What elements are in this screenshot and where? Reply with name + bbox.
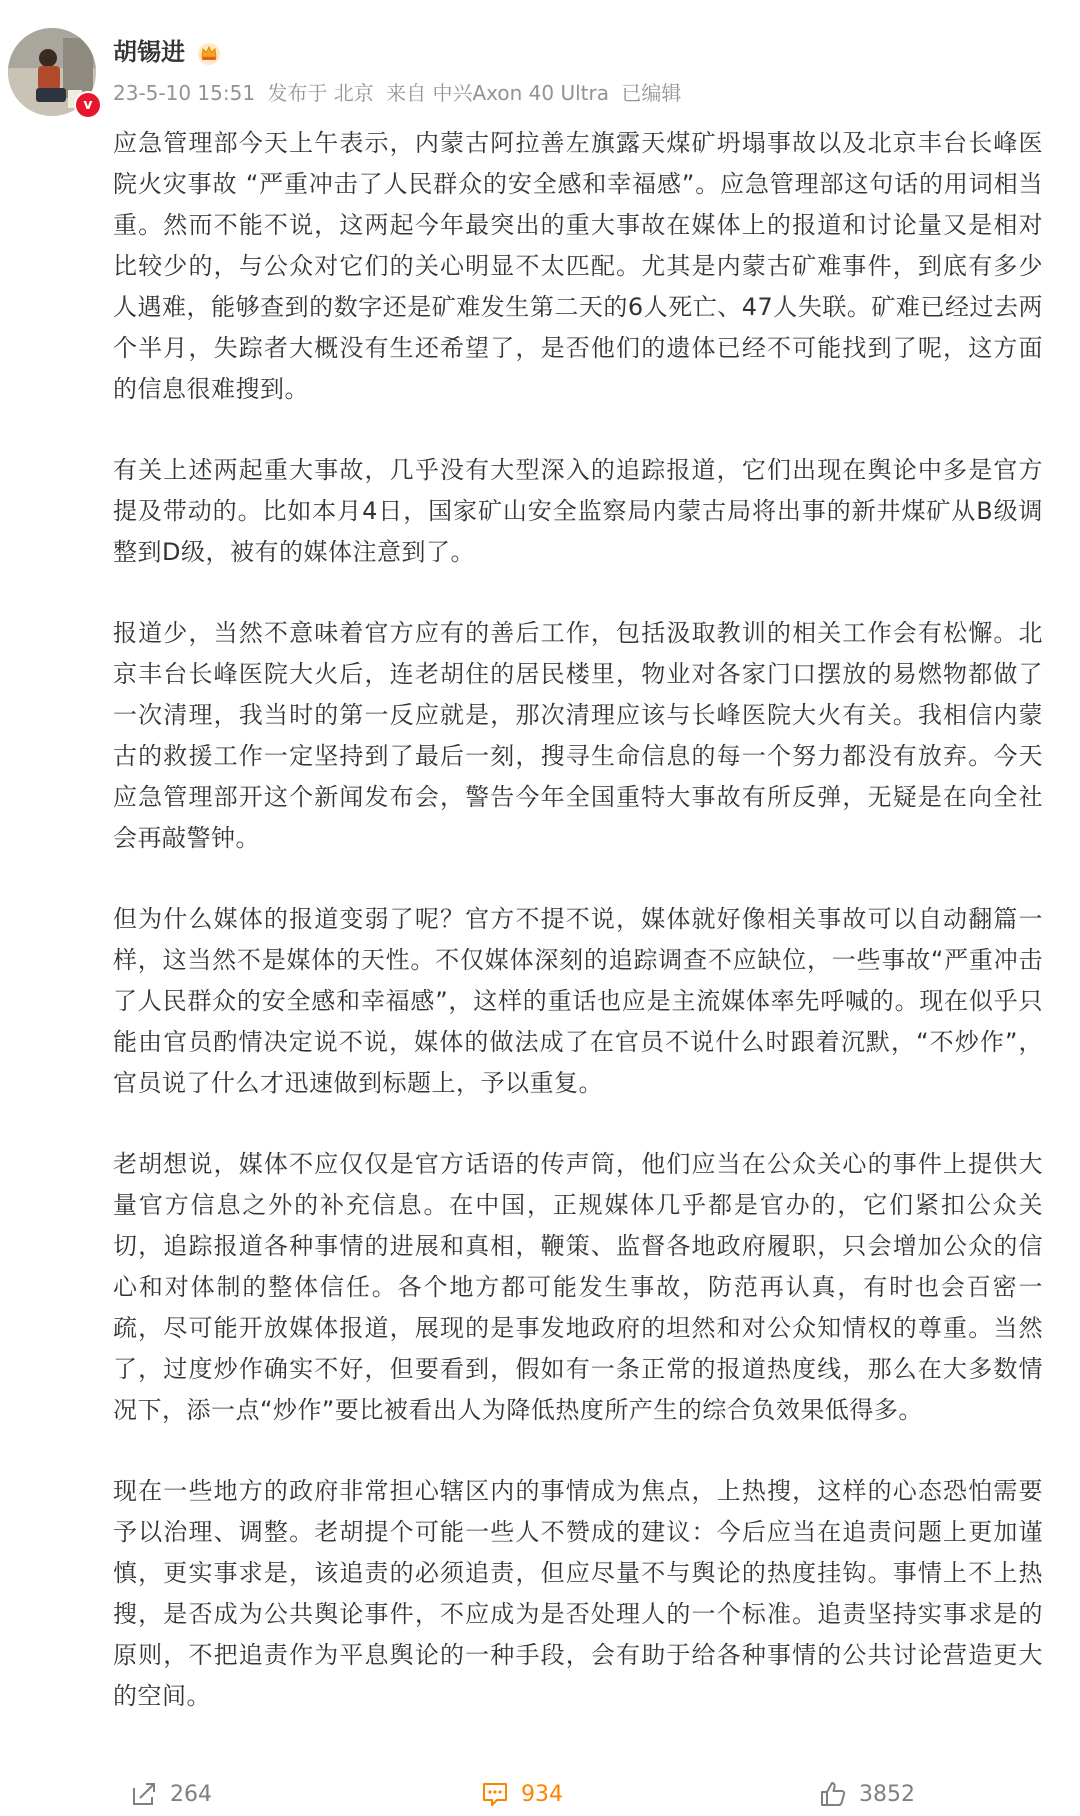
- comment-icon: [481, 1780, 509, 1808]
- post-edited-label[interactable]: 已编辑: [621, 81, 682, 105]
- forward-count: 264: [170, 1781, 212, 1807]
- post-header: [0, 0, 1080, 125]
- post-paragraph-2: 有关上述两起重大事故，几乎没有大型深入的追踪报道，它们出现在舆论中多是官方提及带动的。比如本月4日，国家矿山安全监察局内蒙古局将出事的新井煤矿从B级调整到D级，被有的媒体注意到了。: [113, 456, 1043, 566]
- comment-button[interactable]: [481, 1776, 563, 1812]
- post-paragraph-6: 现在一些地方的政府非常担心辖区内的事情成为焦点，上热搜，这样的心态恐怕需要予以治理、调整。老胡提个可能一些人不赞成的建议：今后应当在追责问题上更加谨慎，更实事求是，该追责的必须追责，但应尽量不与舆论的热度挂钩。事情上不上热搜，是否成为公共舆论事件，不应成为是否处理人的一个标准。追责坚持实事求是的原则，不把追责作为平息舆论的一种手段，会有助于给各种事情的公共讨论营造更大的空间。: [113, 1477, 1043, 1710]
- post-source: 来自 中兴Axon 40 Ultra: [386, 81, 609, 105]
- like-count: 3852: [859, 1781, 915, 1807]
- post-paragraph-5: 老胡想说，媒体不应仅仅是官方话语的传声筒，他们应当在公众关心的事件上提供大量官方信息之外的补充信息。在中国，正规媒体几乎都是官办的，它们紧扣公众关切，追踪报道各种事情的进展和真相，鞭策、监督各地政府履职，只会增加公众的信心和对体制的整体信任。各个地方都可能发生事故，防范再认真，有时也会百密一疏，尽可能开放媒体报道，展现的是事发地政府的坦然和对公众知情权的尊重。当然了，过度炒作确实不好，但要看到，假如有一条正常的报道热度线，那么在大多数情况下，添一点“炒作”要比被看出人为降低热度所产生的综合负效果低得多。: [113, 1150, 1043, 1424]
- verified-badge-icon: v: [74, 91, 102, 119]
- like-button[interactable]: [819, 1776, 915, 1812]
- action-bar: [0, 1770, 1080, 1816]
- author-name[interactable]: 胡锡进: [113, 38, 185, 66]
- forward-button[interactable]: [130, 1776, 212, 1812]
- post-body: [113, 123, 1043, 1757]
- post-paragraph-1: 应急管理部今天上午表示，内蒙古阿拉善左旗露天煤矿坍塌事故以及北京丰台长峰医院火灾事故 “严重冲击了人民群众的安全感和幸福感”。应急管理部这句话的用词相当重。然而不能不说，这两起今年最突出的重大事故在媒体上的报道和讨论量又是相对比较少的，与公众对它们的关心明显不太匹配。尤其是内蒙古矿难事件，到底有多少人遇难，能够查到的数字还是矿难发生第二天的6人死亡、47人失联。矿难已经过去两个半月，失踪者大概没有生还希望了，是否他们的遗体已经不可能找到了呢，这方面的信息很难搜到。: [113, 129, 1043, 403]
- thumbs-up-icon: [819, 1780, 847, 1808]
- crown-icon[interactable]: [196, 40, 222, 66]
- post-location: 发布于 北京: [267, 81, 374, 105]
- post-timestamp: 23-5-10 15:51: [113, 81, 256, 105]
- post-paragraph-3: 报道少，当然不意味着官方应有的善后工作，包括汲取教训的相关工作会有松懈。北京丰台长峰医院大火后，连老胡住的居民楼里，物业对各家门口摆放的易燃物都做了一次清理，我当时的第一反应就是，那次清理应该与长峰医院大火有关。我相信内蒙古的救援工作一定坚持到了最后一刻，搜寻生命信息的每一个努力都没有放弃。今天应急管理部开这个新闻发布会，警告今年全国重特大事故有所反弹，无疑是在向全社会再敲警钟。: [113, 619, 1043, 852]
- comment-count: 934: [521, 1781, 563, 1807]
- post-meta: [113, 78, 687, 108]
- post-paragraph-4: 但为什么媒体的报道变弱了呢？官方不提不说，媒体就好像相关事故可以自动翻篇一样，这当然不是媒体的天性。不仅媒体深刻的追踪调查不应缺位，一些事故“严重冲击了人民群众的安全感和幸福感”，这样的重话也应是主流媒体率先呼喊的。现在似乎只能由官员酌情决定说不说，媒体的做法成了在官员不说什么时跟着沉默，“不炒作”，官员说了什么才迅速做到标题上，予以重复。: [113, 905, 1043, 1097]
- forward-icon: [130, 1780, 158, 1808]
